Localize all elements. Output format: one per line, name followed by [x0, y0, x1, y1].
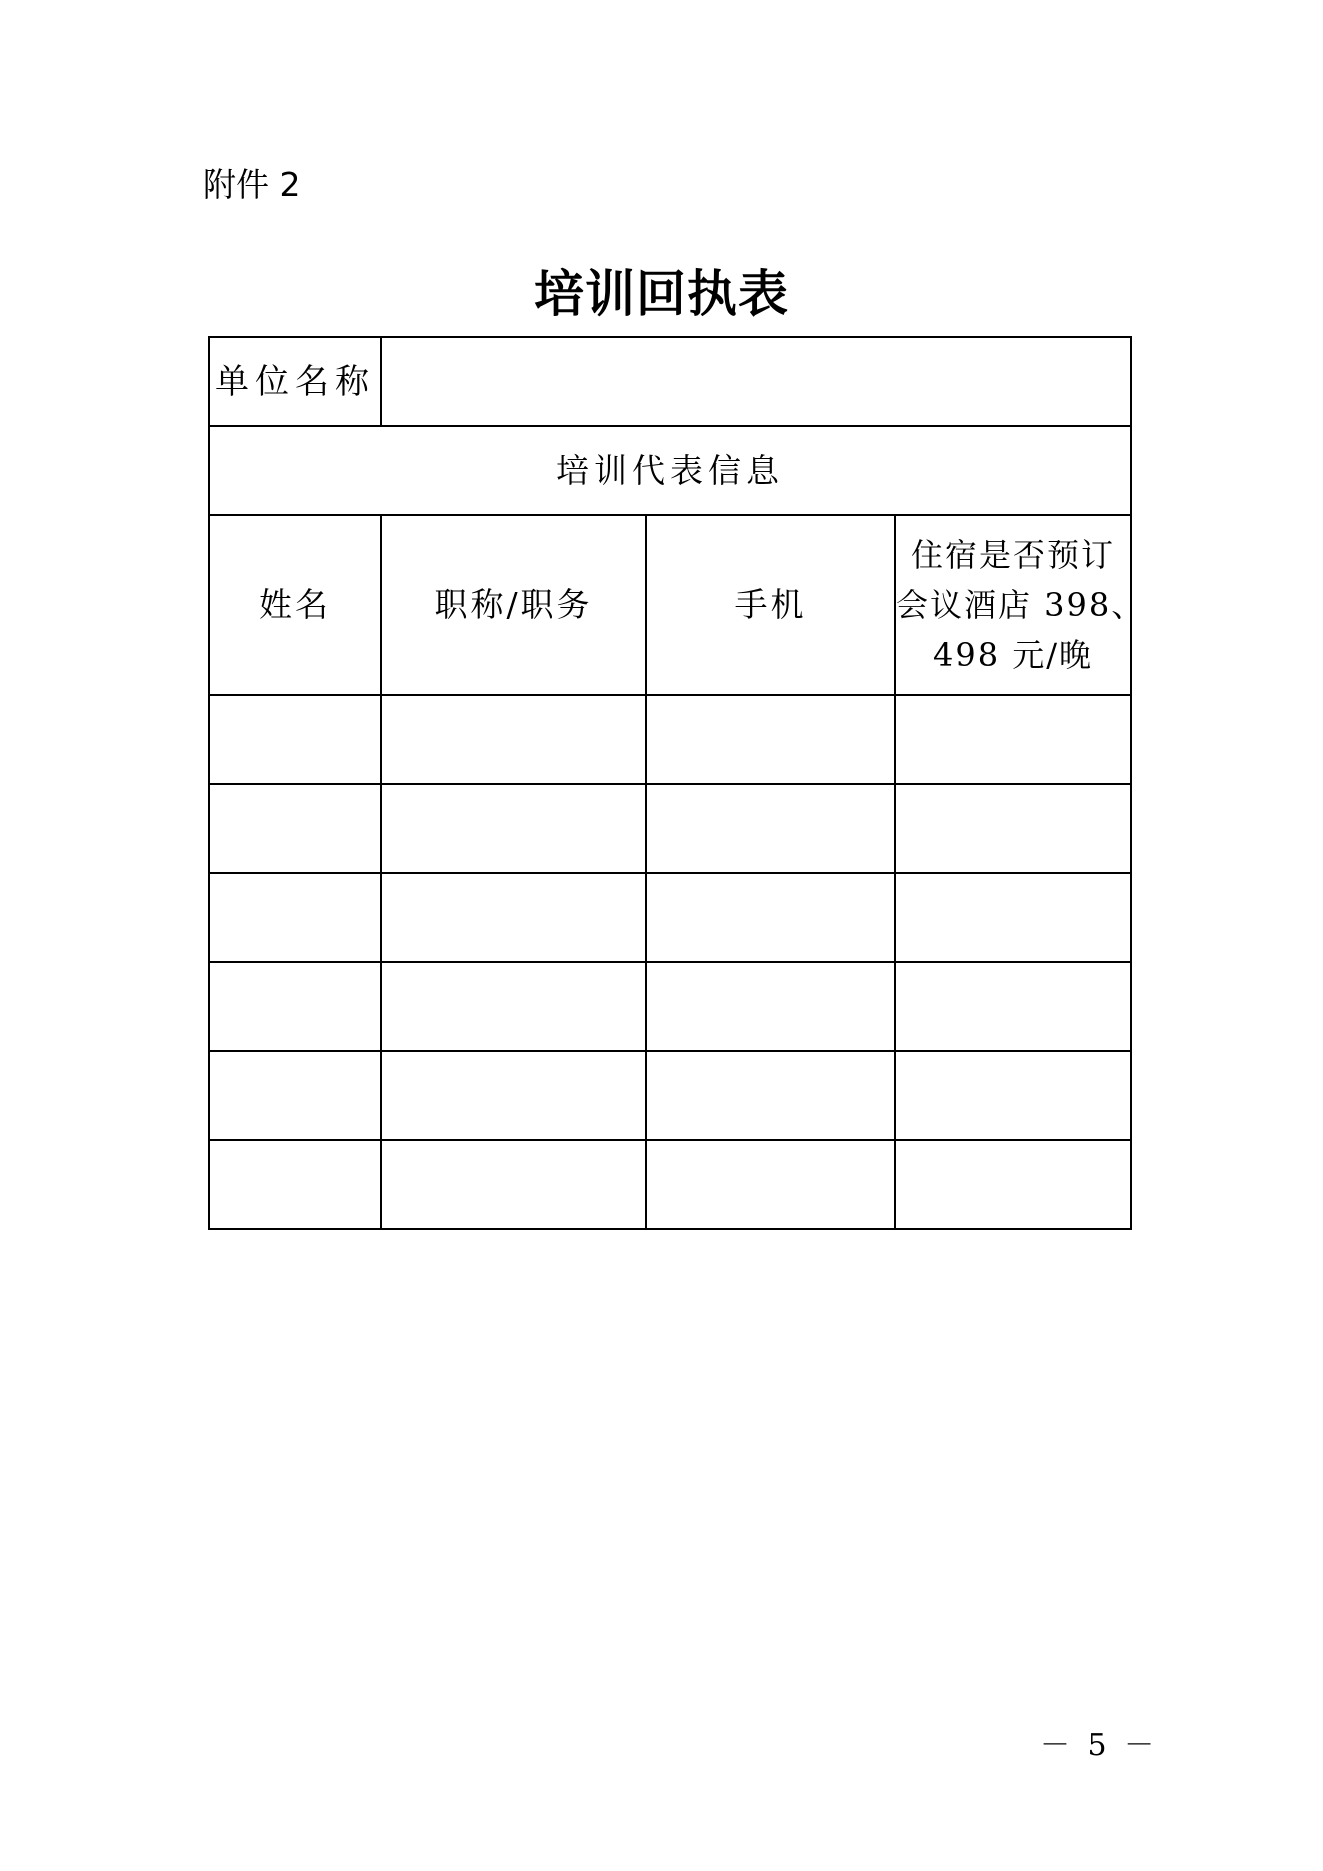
cell-title-position[interactable]: [381, 962, 646, 1051]
attachment-label: 附件 2: [203, 165, 301, 204]
cell-lodging[interactable]: [895, 1140, 1131, 1229]
table-row: [209, 1051, 1131, 1140]
table-row: [209, 784, 1131, 873]
section-header: 培训代表信息: [209, 426, 1131, 515]
table-row: [209, 873, 1131, 962]
org-name-label: 单位名称: [209, 337, 381, 426]
table-row: [209, 962, 1131, 1051]
cell-mobile[interactable]: [646, 784, 895, 873]
org-name-row: [209, 337, 1131, 426]
cell-mobile[interactable]: [646, 1051, 895, 1140]
lodging-line-1: 住宿是否预订: [911, 536, 1116, 574]
receipt-table: [208, 336, 1146, 1230]
column-header-name: 姓名: [209, 515, 381, 695]
cell-lodging[interactable]: [895, 784, 1131, 873]
cell-mobile[interactable]: [646, 1140, 895, 1229]
column-header-lodging: [895, 515, 1146, 695]
section-header-row: [209, 426, 1131, 515]
cell-lodging[interactable]: [895, 695, 1131, 784]
cell-title-position[interactable]: [381, 695, 646, 784]
cell-lodging[interactable]: [895, 873, 1131, 962]
cell-lodging[interactable]: [895, 1051, 1131, 1140]
cell-mobile[interactable]: [646, 962, 895, 1051]
cell-lodging[interactable]: [895, 962, 1131, 1051]
cell-title-position[interactable]: [381, 784, 646, 873]
column-header-row: [209, 515, 1131, 695]
cell-name[interactable]: [209, 695, 381, 784]
column-header-title-position: 职称/职务: [381, 515, 646, 695]
cell-mobile[interactable]: [646, 695, 895, 784]
cell-title-position[interactable]: [381, 1140, 646, 1229]
org-name-field[interactable]: [381, 337, 1131, 426]
table-row: [209, 1140, 1131, 1229]
cell-name[interactable]: [209, 784, 381, 873]
cell-mobile[interactable]: [646, 873, 895, 962]
cell-name[interactable]: [209, 1051, 381, 1140]
table-row: [209, 695, 1131, 784]
cell-name[interactable]: [209, 962, 381, 1051]
cell-name[interactable]: [209, 873, 381, 962]
cell-title-position[interactable]: [381, 1051, 646, 1140]
lodging-line-2: 会议酒店 398、: [896, 586, 1146, 624]
column-header-mobile: 手机: [646, 515, 895, 695]
page-number: － 5 －: [1040, 1728, 1159, 1763]
cell-title-position[interactable]: [381, 873, 646, 962]
form-title: 培训回执表: [534, 265, 789, 323]
cell-name[interactable]: [209, 1140, 381, 1229]
lodging-line-3: 498 元/晚: [932, 636, 1094, 674]
